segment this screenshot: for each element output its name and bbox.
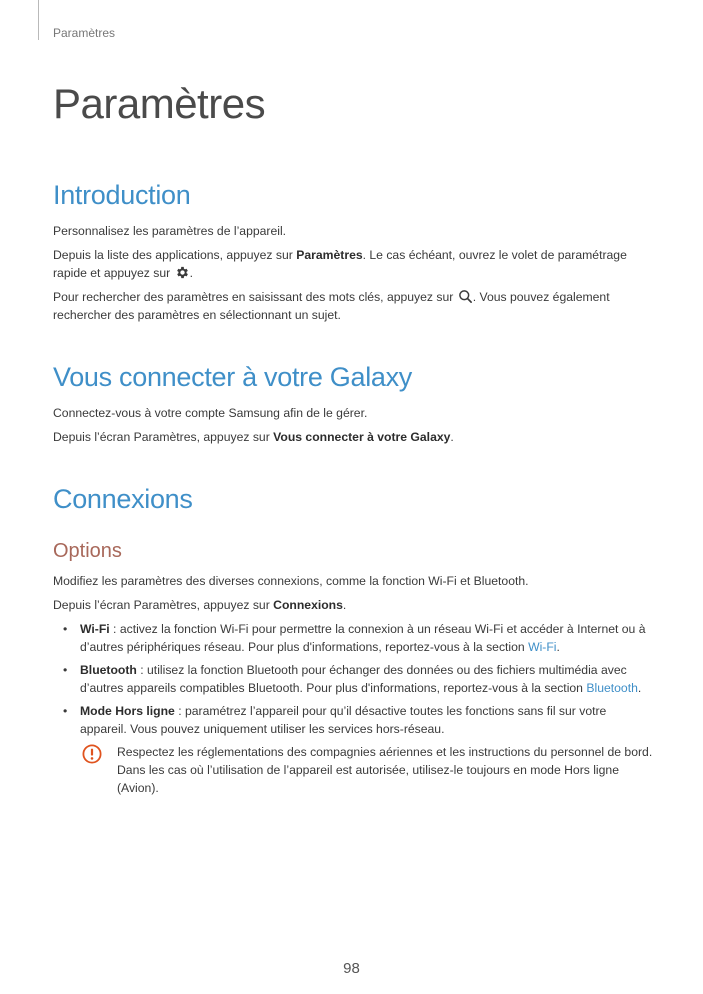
bullet-bluetooth xyxy=(53,661,653,697)
galaxy-p2-text: Depuis l’écran Paramètres, appuyez sur xyxy=(53,430,274,444)
options-heading: Options xyxy=(53,540,122,562)
search-icon xyxy=(458,289,473,304)
galaxy-paragraph-1 xyxy=(53,404,653,422)
intro-p2-end: . xyxy=(189,266,193,280)
options-paragraph-1 xyxy=(53,572,653,590)
bluetooth-description: : utilisez la fonction Bluetooth pour échanger des données ou des fichiers multimédia avec d’autres appareils compatibles Bluetooth. Pour plus d'informations, reportez-vous à la section xyxy=(80,663,627,695)
bullet-dot: • xyxy=(63,622,68,636)
intro-p3-text: Pour rechercher des paramètres en saisissant des mots clés, appuyez sur xyxy=(53,290,457,304)
wifi-description: : activez la fonction Wi-Fi pour permettre la connexion à un réseau Wi-Fi et accéder à Internet ou à d’autres périphériques réseau. Pour plus d'informations, reportez-vous à la section xyxy=(80,622,646,654)
page-number: 98 xyxy=(343,960,360,977)
caution-icon xyxy=(82,744,102,764)
bluetooth-end: . xyxy=(637,681,642,695)
intro-p1-text: Personnalisez les paramètres de l’appareil. xyxy=(53,224,287,238)
options-p2-end: . xyxy=(342,598,347,612)
options-bullet-list xyxy=(53,620,653,738)
caution-note xyxy=(53,743,653,797)
header-rule xyxy=(38,0,39,40)
intro-p2-text-2: . Le cas échéant, ouvrez le volet de paramétrage rapide et appuyez sur xyxy=(53,248,627,280)
galaxy-p1-text: Connectez-vous à votre compte Samsung afin de le gérer. xyxy=(53,406,368,420)
caution-note-text: Respectez les réglementations des compagnies aériennes et les instructions du personnel de bord. Dans les cas où l’utilisation de l’appareil est autorisée, utilisez-le toujours en mode Hors ligne (Avion). xyxy=(117,745,653,795)
bullet-wifi xyxy=(53,620,653,656)
intro-p2-text: Depuis la liste des applications, appuyez sur xyxy=(53,248,297,262)
wifi-term: Wi-Fi xyxy=(80,622,110,636)
bluetooth-term: Bluetooth xyxy=(80,663,137,677)
page-content xyxy=(53,178,653,797)
galaxy-p2-end: . xyxy=(450,430,454,444)
page-title: Paramètres xyxy=(53,80,266,127)
galaxy-heading: Vous connecter à votre Galaxy xyxy=(53,362,413,392)
options-paragraph-2 xyxy=(53,596,653,614)
section-galaxy xyxy=(53,360,653,446)
offline-mode-term: Mode Hors ligne xyxy=(80,704,175,718)
options-p2-text: Depuis l’écran Paramètres, appuyez sur xyxy=(53,598,274,612)
bullet-dot: • xyxy=(63,663,68,677)
gear-icon xyxy=(175,265,190,280)
introduction-heading: Introduction xyxy=(53,180,191,210)
options-p1-text: Modifiez les paramètres des diverses connexions, comme la fonction Wi-Fi et Bluetooth. xyxy=(53,574,529,588)
subsection-options xyxy=(53,538,653,797)
bullet-dot: • xyxy=(63,704,68,718)
connexions-heading: Connexions xyxy=(53,484,193,514)
wifi-end: . xyxy=(556,640,560,654)
bullet-offline-mode xyxy=(53,702,653,738)
settings-app-term: Paramètres xyxy=(296,248,363,262)
intro-p3-text-2: . Vous pouvez également rechercher des paramètres en sélectionnant un sujet. xyxy=(53,290,610,322)
section-introduction xyxy=(53,178,653,324)
galaxy-paragraph-2 xyxy=(53,428,653,446)
running-header: Paramètres xyxy=(53,26,116,40)
galaxy-term: Vous connecter à votre Galaxy xyxy=(273,430,451,444)
intro-paragraph-2 xyxy=(53,246,653,282)
wifi-link[interactable]: Wi-Fi xyxy=(528,640,557,654)
intro-paragraph-1 xyxy=(53,222,653,240)
intro-paragraph-3 xyxy=(53,288,653,324)
section-connexions xyxy=(53,482,653,797)
offline-mode-description: : paramétrez l’appareil pour qu’il désactive toutes les fonctions sans fil sur votre appareil. Vous pouvez uniquement utiliser les services hors-réseau. xyxy=(80,704,607,736)
bluetooth-link[interactable]: Bluetooth xyxy=(586,681,638,695)
connexions-term: Connexions xyxy=(273,598,343,612)
